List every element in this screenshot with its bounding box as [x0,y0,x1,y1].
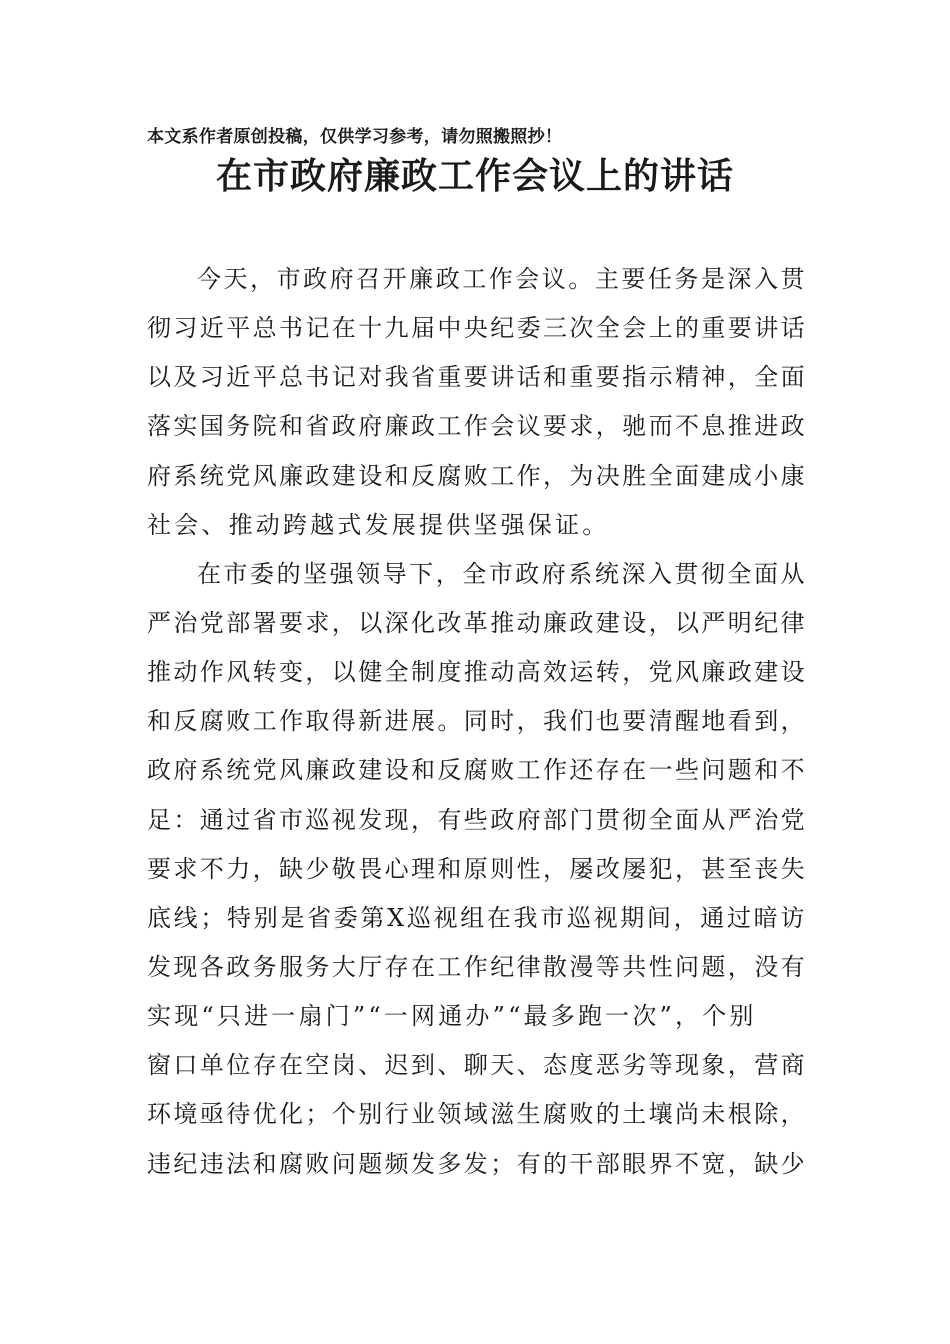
paragraph-2-line: 严治党部署要求，以深化改革推动廉政建设，以严明纪律 [147,608,807,637]
paragraph-1-line: 落实国务院和省政府廉政工作会议要求，驰而不息推进政 [147,412,807,441]
paragraph-2-line: 要求不力，缺少敬畏心理和原则性，屡改屡犯，甚至丧失 [147,854,807,883]
paragraph-2-line: 环境亟待优化；个别行业领域滋生腐败的土壤尚未根除， [147,1100,807,1129]
paragraph-1-line: 今天，市政府召开廉政工作会议。主要任务是深入贯 [197,265,807,293]
copyright-notice: 本文系作者原创投稿，仅供学习参考，请勿照搬照抄！ [147,127,563,147]
paragraph-2-line: 推动作风转变，以健全制度推动高效运转，党风廉政建设 [147,658,807,687]
paragraph-2-line: 违纪违法和腐败问题频发多发；有的干部眼界不宽，缺少 [147,1149,807,1178]
paragraph-2-line: 底线；特别是省委第X巡视组在我市巡视期间，通过暗访 [147,903,807,932]
paragraph-1-line: 社会、推动跨越式发展提供坚强保证。 [147,510,610,539]
document-title: 在市政府廉政工作会议上的讲话 [215,155,734,197]
document-body [147,255,807,1189]
paragraph-2-line: 在市委的坚强领导下，全市政府系统深入贯彻全面从 [197,559,807,588]
paragraph-2-line: 实现“只进一扇门”“一网通办”“最多跑一次”，个别 [147,1002,757,1031]
paragraph-1-line: 府系统党风廉政建设和反腐败工作，为决胜全面建成小康 [147,461,807,490]
paragraph-2-line: 和反腐败工作取得新进展。同时，我们也要清醒地看到， [147,707,807,736]
paragraph-1-line: 彻习近平总书记在十九届中央纪委三次全会上的重要讲话 [147,314,807,343]
paragraph-2-line: 政府系统党风廉政建设和反腐败工作还存在一些问题和不 [147,756,807,785]
paragraph-2-line: 窗口单位存在空岗、迟到、聊天、态度恶劣等现象，营商 [147,1051,807,1080]
paragraph-2-line: 足：通过省市巡视发现，有些政府部门贯彻全面从严治党 [147,805,807,834]
paragraph-1-line: 以及习近平总书记对我省重要讲话和重要指示精神，全面 [147,363,807,392]
paragraph-2-line: 发现各政务服务大厅存在工作纪律散漫等共性问题，没有 [147,952,807,981]
